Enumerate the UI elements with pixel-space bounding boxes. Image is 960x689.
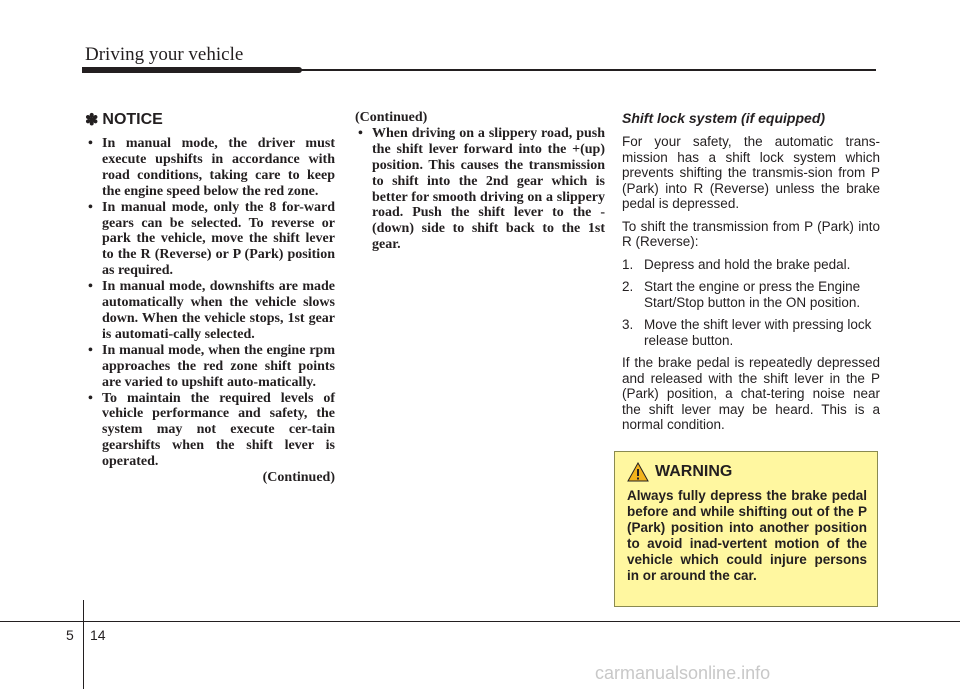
- section-title: Shift lock system (if equipped): [622, 110, 826, 126]
- shift-lock-intro: For your safety, the automatic trans-mission has a shift lock system which prevents shifting the transmis-sion from P (Park) into R (Reverse) unless the brake pedal is depressed.: [622, 134, 880, 211]
- step-item: 3. Move the shift lever with pressing lock release button.: [622, 317, 872, 348]
- list-item: • In manual mode, when the engine rpm approaches the red zone shift points are varied to upshift auto-matically.: [88, 342, 335, 390]
- list-item: • To maintain the required levels of vehicle performance and safety, the system may not execute cer-tain gearshifts when the shift lever is operated.: [88, 390, 335, 470]
- warning-text: Always fully depress the brake pedal before and while shifting out of the P (Park) position into another position to avoid inad-vertent motion of the vehicle which could injure persons in or around the car.: [627, 488, 867, 583]
- list-item: • When driving on a slippery road, push the shift lever forward into the +(up) position. This causes the transmission to shift into the 2nd gear which is better for smooth driving on a slippery road. Push the shift lever to the -(down) side to shift back to the 1st gear.: [358, 125, 605, 253]
- warning-heading-label: WARNING: [655, 463, 733, 480]
- chapter-number: 5: [66, 627, 74, 643]
- warning-triangle-icon: [627, 462, 649, 482]
- list-item: • In manual mode, the driver must execute upshifts in accordance with road conditions, taking care to keep the engine speed below the red zone.: [88, 136, 335, 199]
- notice-heading-label: NOTICE: [102, 111, 163, 128]
- list-item: • In manual mode, downshifts are made automatically when the vehicle slows down. When the vehicle stops, 1st gear is automati-cally selected.: [88, 279, 335, 342]
- shift-lock-section: [622, 110, 880, 440]
- step-item: 2. Start the engine or press the Engine Start/Stop button in the ON position.: [622, 279, 861, 310]
- warning-heading: [627, 462, 867, 482]
- notice-list: [85, 136, 335, 470]
- continued-label: (Continued): [355, 110, 428, 125]
- header-rule-thick: [82, 67, 302, 73]
- notice-column-1: [85, 110, 335, 486]
- watermark: carmanualsonline.info: [595, 663, 771, 683]
- shift-lock-note: If the brake pedal is repeatedly depressed and released with the shift lever in the P (Park) position, a chat-tering noise near the shift lever may be heard. This is a normal condition.: [622, 355, 880, 432]
- page-header-title: Driving your vehicle: [85, 44, 244, 65]
- notice-heading: [85, 110, 335, 130]
- list-item: • In manual mode, only the 8 for-ward gears can be selected. To reverse or park the vehicle, move the shift lever to the R (Reverse) or P (Park) position as required.: [88, 199, 335, 279]
- notice-list-continued: [355, 126, 605, 253]
- notice-column-2: [355, 110, 605, 253]
- shift-lock-instruction: To shift the transmission from P (Park) into R (Reverse):: [622, 218, 880, 249]
- warning-box: [614, 451, 878, 607]
- notice-star-icon: ✽: [85, 112, 99, 129]
- header-rule-thin: [300, 69, 876, 71]
- step-item: 1. Depress and hold the brake pedal.: [622, 256, 851, 272]
- footer-vertical-rule: [83, 600, 84, 689]
- page-number: 14: [90, 627, 106, 643]
- continued-label: (Continued): [262, 470, 335, 486]
- footer-rule: [0, 621, 960, 622]
